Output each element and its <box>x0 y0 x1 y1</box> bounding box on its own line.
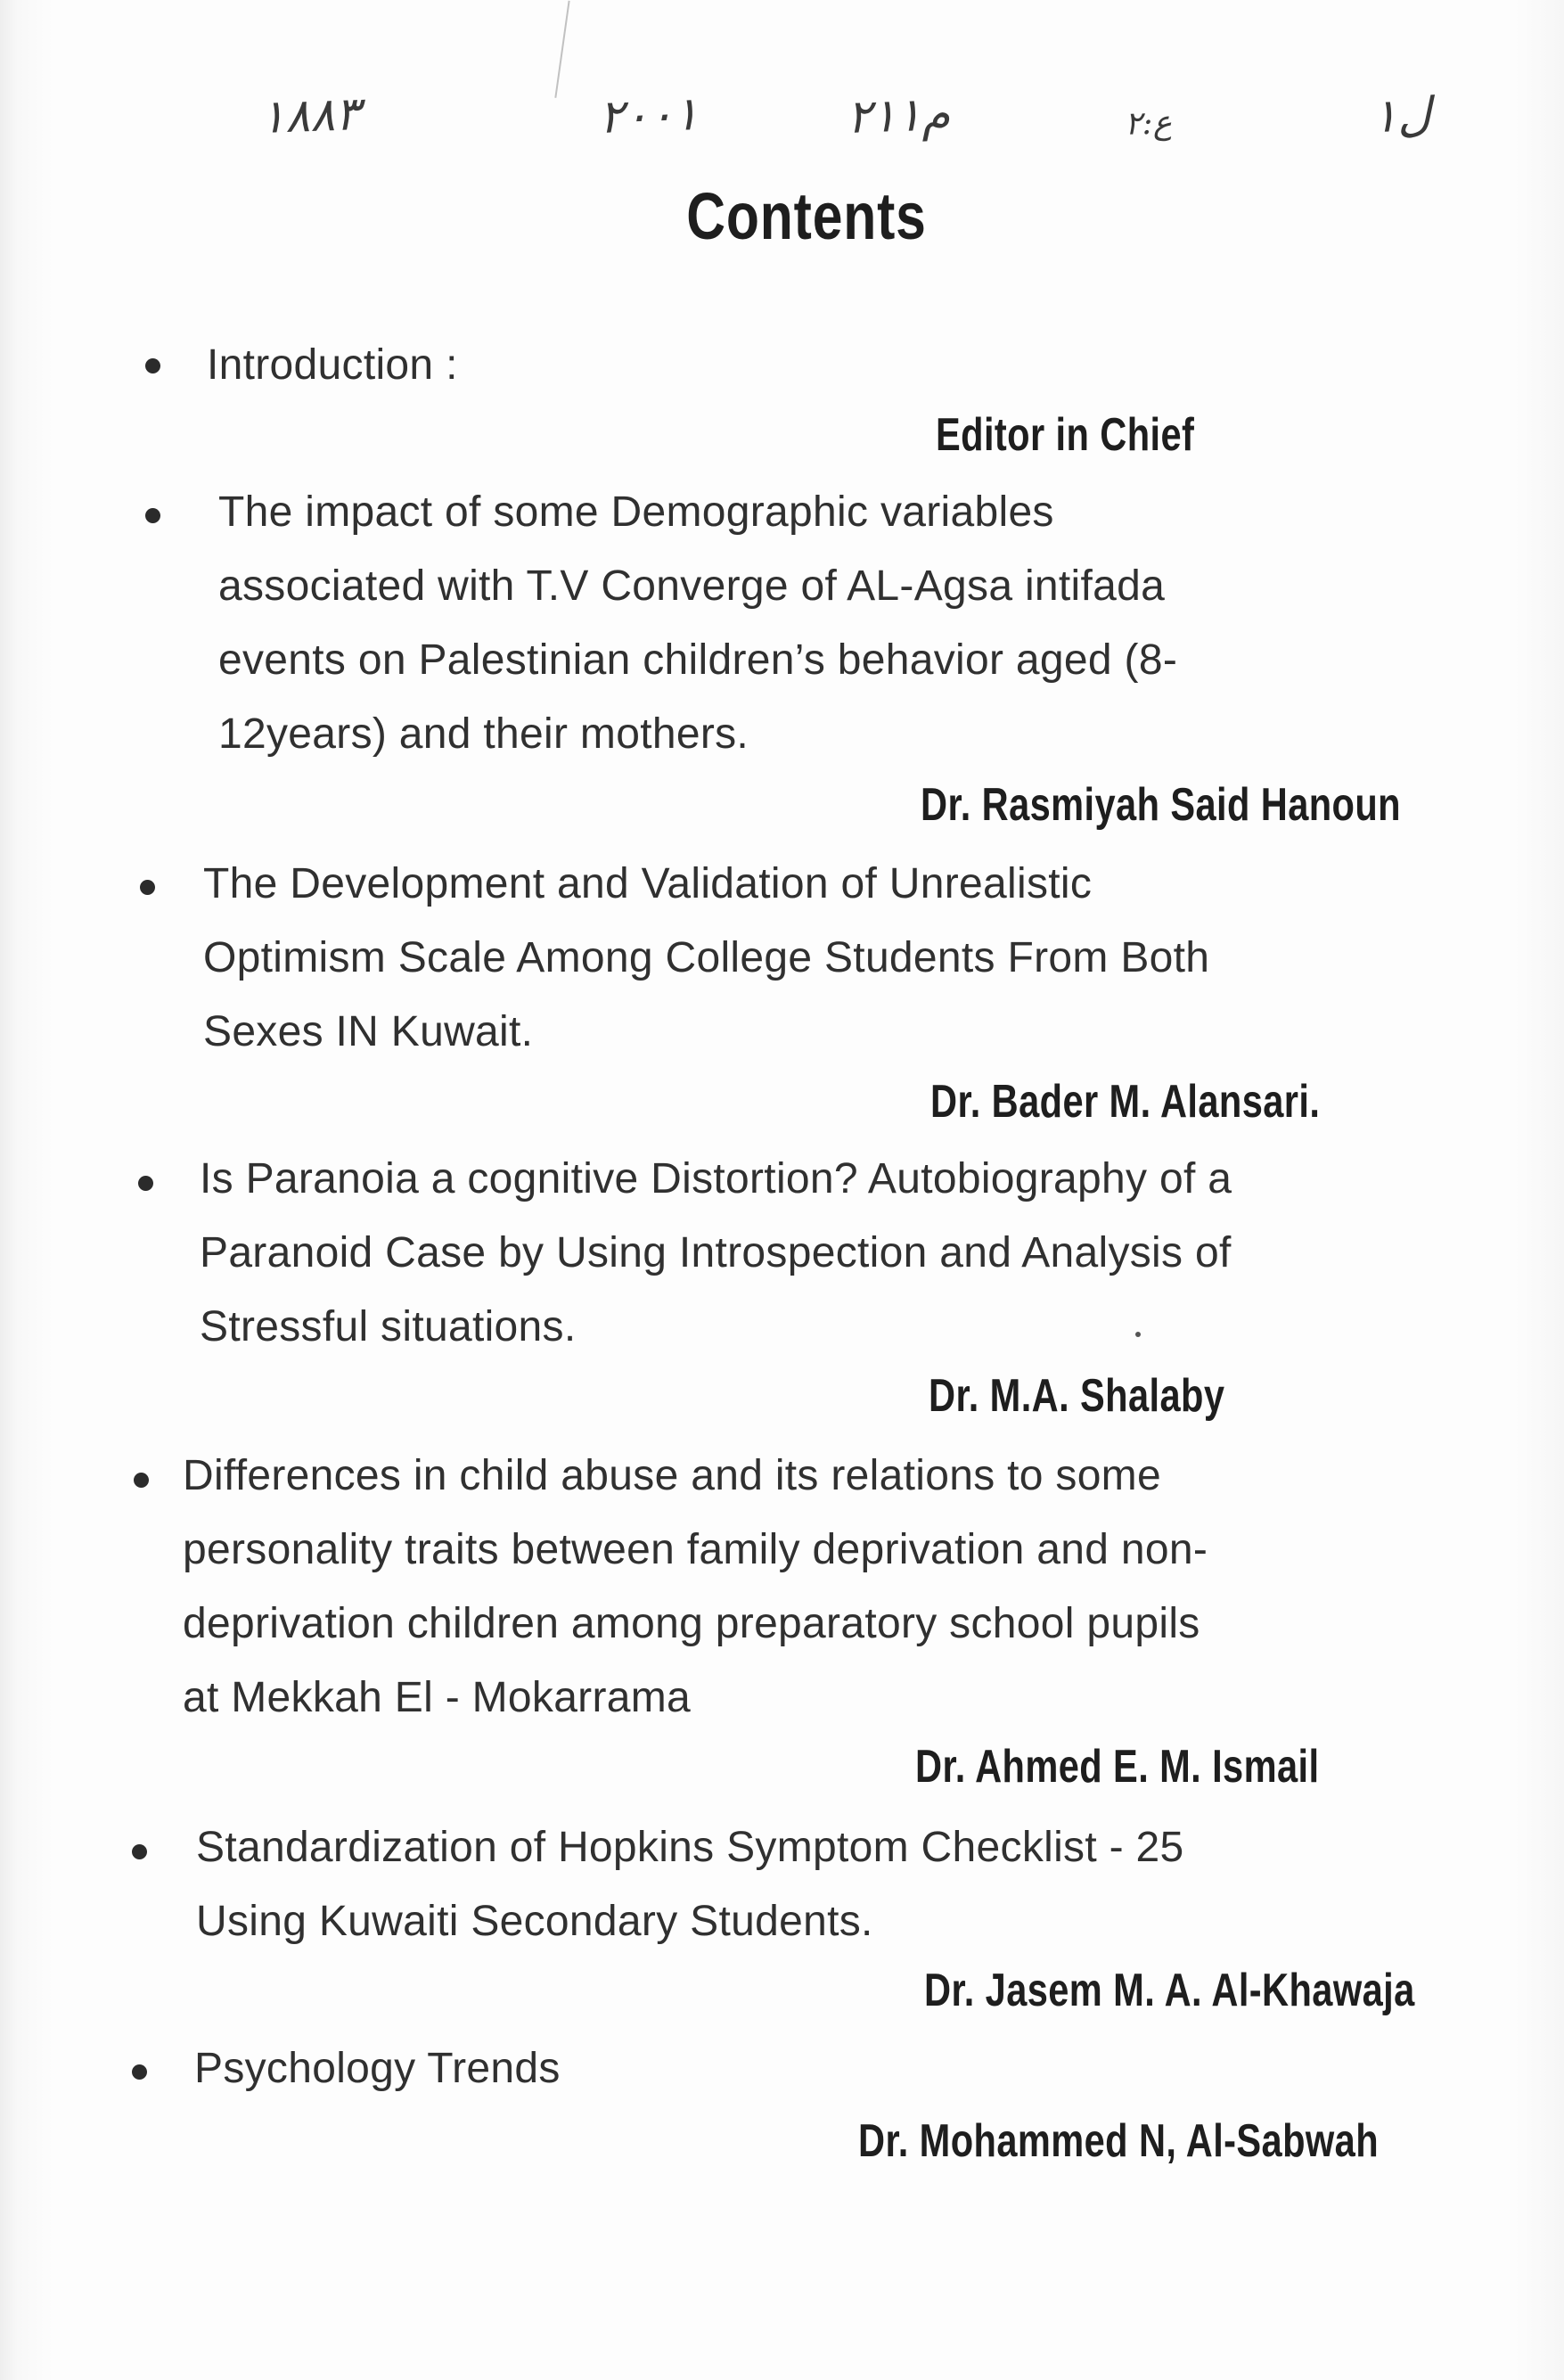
bullet-icon <box>138 1176 153 1191</box>
entry-title: The Development and Validation of Unrealistic Optimism Scale Among College Students From Both Sexes IN Kuwait. <box>203 860 1210 1055</box>
entry-title: Is Paranoia a cognitive Distortion? Autobiography of a Paranoid Case by Using Introspection and Analysis of Stressful situations. <box>200 1155 1232 1350</box>
entry-author: Dr. Mohammed N, Al-Sabwah <box>858 2115 1380 2167</box>
entry-title: Introduction : <box>207 341 458 389</box>
entry-author: Dr. Ahmed E. M. Ismail <box>915 1741 1320 1793</box>
entry-title: Differences in child abuse and its relations to some personality traits between family deprivation and non- deprivation children among preparatory school pupils at Mekkah El - Mokarrama <box>183 1452 1208 1721</box>
bullet-icon <box>132 2064 147 2080</box>
entry-title: The impact of some Demographic variables associated with T.V Converge of AL-Agsa intifada events on Palestinian children’s behavior aged (8- 12years) and their mothers. <box>218 488 1178 758</box>
entry-title: Standardization of Hopkins Symptom Checklist - 25 Using Kuwaiti Secondary Students. <box>196 1824 1184 1945</box>
entry-author: Dr. Jasem M. A. Al-Khawaja <box>924 1965 1415 2016</box>
handwritten-mark-1: ١٨٨٣ <box>258 87 361 144</box>
pen-stroke-mark <box>551 0 569 98</box>
bullet-icon <box>140 880 155 895</box>
page-title: Contents <box>686 179 927 253</box>
bullet-icon <box>145 358 160 373</box>
bullet-icon <box>132 1844 147 1859</box>
entry-author: Dr. Bader M. Alansari. <box>930 1076 1321 1128</box>
handwritten-mark-2: ٢٠٠١ <box>597 87 700 144</box>
entry-author: Dr. Rasmiyah Said Hanoun <box>921 779 1401 831</box>
bullet-icon <box>145 508 160 523</box>
entry-title: Psychology Trends <box>194 2045 561 2092</box>
entry-author: Editor in Chief <box>936 409 1195 461</box>
scan-speck <box>1135 1332 1141 1337</box>
handwritten-mark-4: ع:٢ <box>1124 104 1173 143</box>
handwritten-mark-5: ل١ <box>1371 87 1432 144</box>
handwritten-mark-3: م٢١١ <box>845 86 952 145</box>
entry-author: Dr. M.A. Shalaby <box>929 1370 1225 1422</box>
bullet-icon <box>134 1473 149 1488</box>
